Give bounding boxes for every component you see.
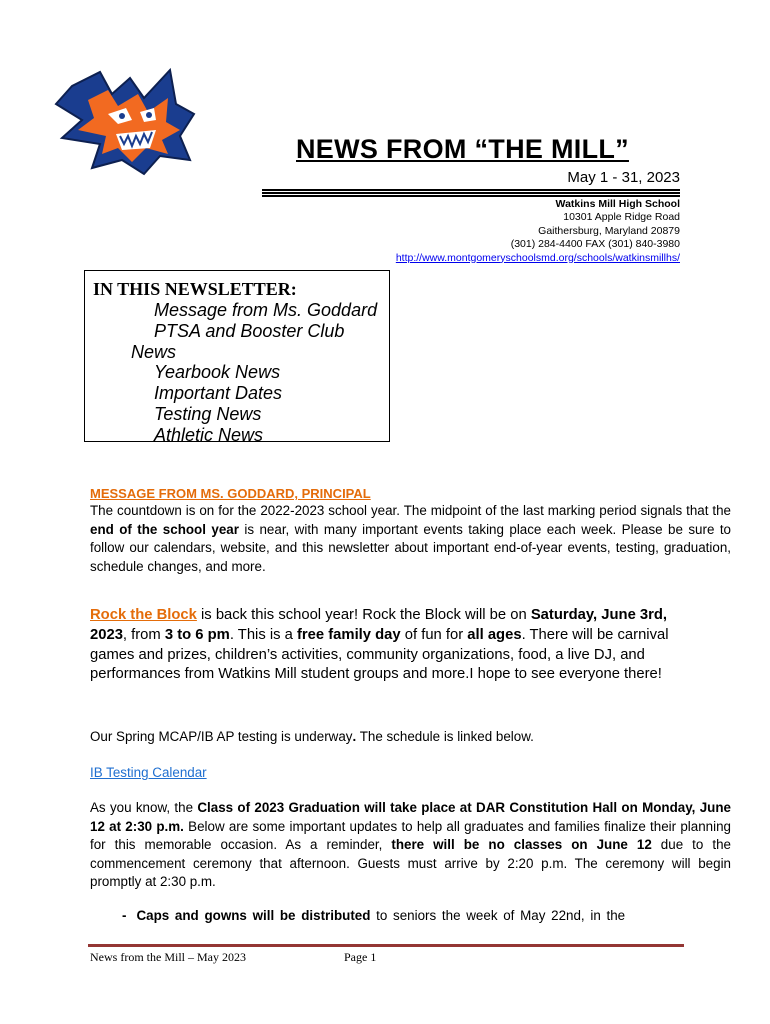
wolverine-mascot-logo (52, 64, 198, 176)
countdown-paragraph: The countdown is on for the 2022-2023 school year. The midpoint of the last marking period signals that the end of the school year is near, with many important events taking place each week. Please be sure to follow our calendars, website, and this newsletter about important end-of-year events, testing, graduation, schedule changes, and more. (90, 503, 732, 574)
toc-item-athletic: Athletic News (154, 424, 264, 445)
bullet-dash: - (122, 908, 127, 923)
principal-message-heading: MESSAGE FROM MS. GODDARD, PRINCIPAL (90, 486, 371, 501)
newsletter-date: May 1 - 31, 2023 (567, 169, 680, 186)
school-city: Gaithersburg, Maryland 20879 (538, 224, 680, 237)
school-name: Watkins Mill High School (555, 198, 680, 210)
rock-the-block-paragraph: Rock the Block is back this school year! Rock the Block will be on Saturday, June 3rd, 2023, from 3 to 6 pm. This is a free family day of fun for all ages. There will be carnival games and prizes, children’s activities, community organizations, food, a live DJ, and performances from Watkins Mill student groups and more.I hope to see everyone there! (90, 607, 669, 683)
rock-the-block-link[interactable]: Rock the Block (90, 607, 197, 623)
toc-item-yearbook: Yearbook News (154, 362, 281, 383)
school-phone: (301) 284-4400 FAX (301) 840-3980 (510, 238, 680, 251)
testing-paragraph: Our Spring MCAP/IB AP testing is underway. The schedule is linked below. (90, 729, 534, 744)
toc-item-dates: Important Dates (154, 383, 283, 404)
school-address (396, 198, 680, 265)
toc-item-ptsa: PTSA and Booster Club (154, 320, 345, 341)
graduation-paragraph: As you know, the Class of 2023 Graduation will take place at DAR Constitution Hall on Monday, June 12 at 2:30 p.m. Below are some important updates to help all graduates and families finalize their planning for this memorable occasion. As a reminder, there will be no classes on June 12 due to the commencement ceremony that afternoon. Guests must arrive by 2:20 p.m. The ceremony will begin promptly at 2:30 p.m. (90, 800, 731, 890)
newsletter-contents-box (84, 270, 390, 445)
school-website-link[interactable]: http://www.montgomeryschoolsmd.org/schools/watkinsmillhs/ (395, 251, 680, 264)
toc-item-goddard: Message from Ms. Goddard (154, 300, 378, 320)
footer-rule (88, 944, 684, 947)
toc-item-testing: Testing News (154, 403, 262, 424)
toc-item-news: News (131, 341, 177, 362)
caps-gowns-bullet: - Caps and gowns will be distributed to seniors the week of May 22nd, in the (122, 908, 626, 923)
school-street: 10301 Apple Ridge Road (563, 211, 680, 224)
newsletter-title: NEWS FROM “THE MILL” (296, 134, 629, 164)
page-number: Page 1 (344, 950, 377, 964)
footer-title: News from the Mill – May 2023 (90, 950, 246, 964)
ib-testing-calendar-link[interactable]: IB Testing Calendar (90, 765, 207, 780)
contents-heading: IN THIS NEWSLETTER: (93, 279, 297, 299)
